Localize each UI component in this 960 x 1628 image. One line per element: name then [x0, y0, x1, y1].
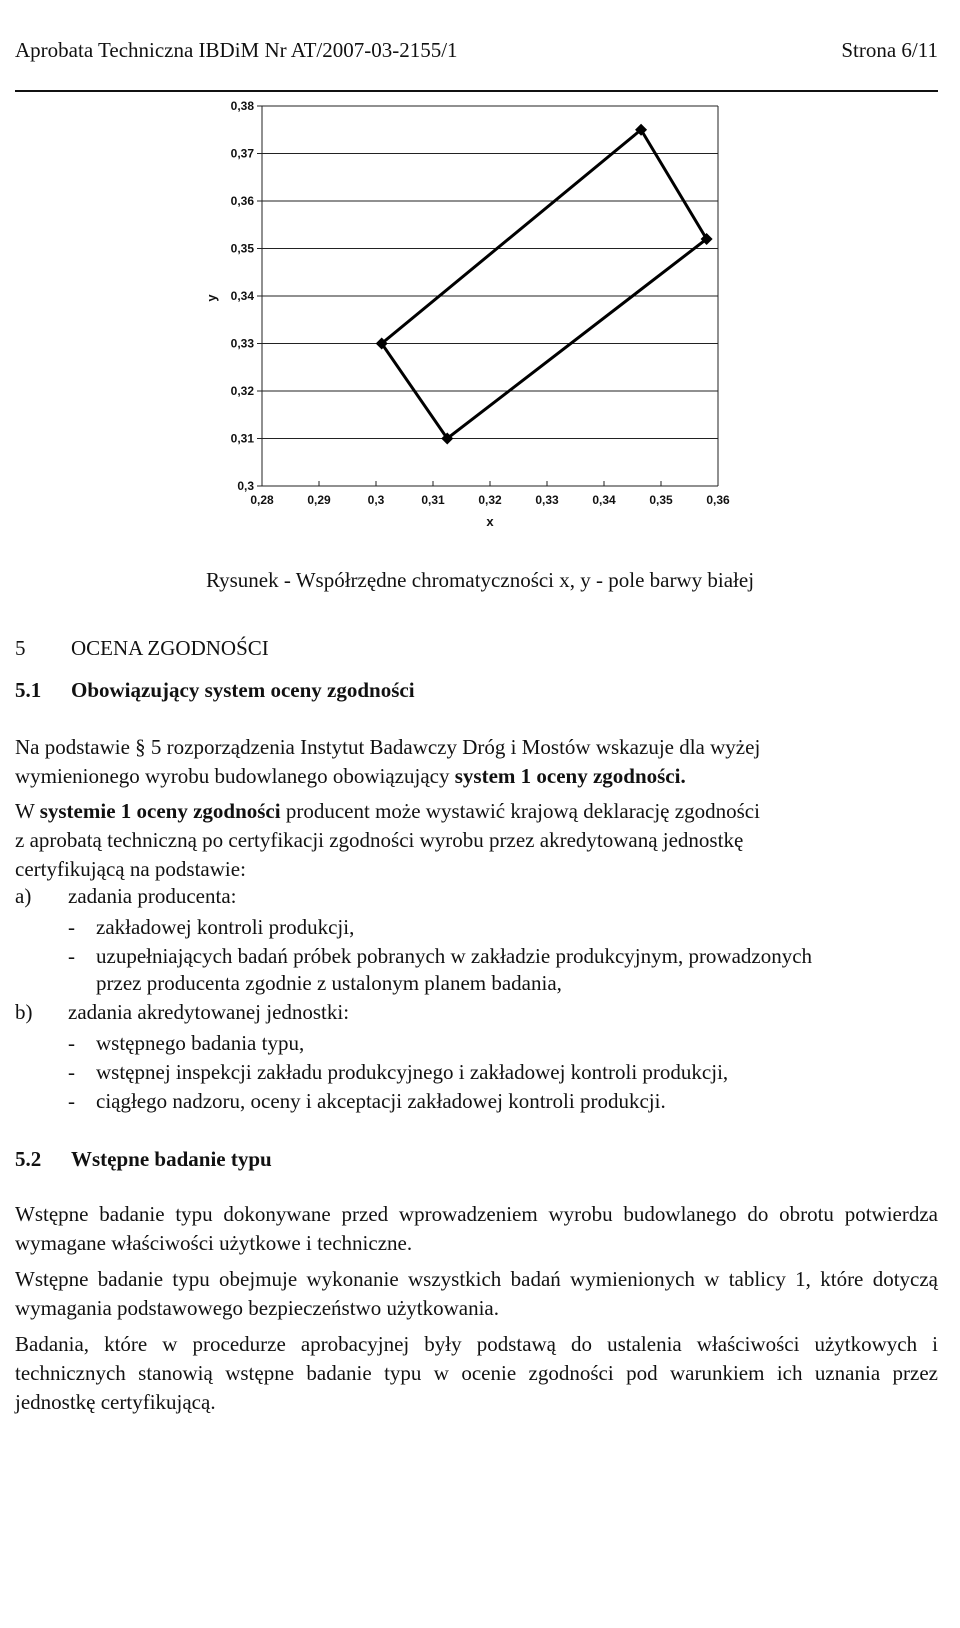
- paragraph-2-line-3: certyfikującą na podstawie:: [15, 857, 246, 881]
- section-5-1-heading: [15, 678, 415, 703]
- x-tick-label: 0,32: [478, 493, 502, 507]
- paragraph-4: Wstępne badanie typu obejmuje wykonanie wszystkich badań wymienionych w tablicy 1, które dotyczą wymagania podstawowego bezpieczeństwo użytkowania.: [15, 1267, 938, 1320]
- x-tick-label: 0,35: [649, 493, 673, 507]
- paragraph-1: [15, 733, 938, 791]
- section-5-number: 5: [15, 636, 26, 660]
- list-b-item-3: [68, 1087, 938, 1116]
- paragraph-2-line-1: [15, 797, 938, 826]
- list-b-item-1-text: wstępnego badania typu,: [96, 1031, 305, 1055]
- x-tick-label: 0,31: [421, 493, 445, 507]
- section-5-2-heading: [15, 1147, 272, 1172]
- list-b-item-1: [68, 1029, 938, 1058]
- x-tick-label: 0,34: [592, 493, 616, 507]
- y-tick-label: 0,34: [230, 289, 254, 303]
- y-tick-label: 0,33: [230, 336, 254, 351]
- y-tick-label: 0,36: [230, 194, 254, 208]
- section-5-title: OCENA ZGODNOŚCI: [71, 636, 269, 660]
- section-5-2-title: Wstępne badanie typu: [71, 1147, 272, 1171]
- paragraph-1-line-2: [15, 762, 938, 791]
- section-5-1-number: 5.1: [15, 678, 42, 702]
- list-a-text: zadania producenta:: [68, 884, 237, 908]
- chromaticity-chart: [200, 96, 760, 556]
- list-b-text: zadania akredytowanej jednostki:: [68, 1000, 350, 1024]
- list-a-label: a): [15, 884, 32, 908]
- list-b-label: b): [15, 1000, 33, 1024]
- x-tick-label: 0,3: [367, 493, 385, 507]
- x-tick-label: 0,36: [706, 493, 730, 507]
- paragraph-2-lead: W: [15, 799, 40, 823]
- paragraph-2: [15, 797, 938, 884]
- y-tick-label: 0,31: [230, 431, 254, 446]
- paragraph-1-line-1: Na podstawie § 5 rozporządzenia Instytut Badawczy Dróg i Mostów wskazuje dla wyżej: [15, 735, 761, 759]
- list-a-item-2-text: uzupełniających badań próbek pobranych w zakładzie produkcyjnym, prowadzonych: [96, 944, 813, 968]
- section-5-1-title: Obowiązujący system oceny zgodności: [71, 678, 415, 702]
- series-outline: [382, 130, 707, 439]
- dash-bullet: -: [68, 1031, 75, 1055]
- list-a-item-2: [68, 942, 938, 971]
- x-tick-label: 0,29: [307, 493, 331, 507]
- list-b-item-3-text: ciągłego nadzoru, oceny i akceptacji zakładowej kontroli produkcji.: [96, 1089, 666, 1113]
- y-tick-label: 0,35: [230, 241, 254, 256]
- paragraph-1-bold: system 1 oceny zgodności.: [454, 764, 686, 788]
- paragraph-2-line-2: z aprobatą techniczną po certyfikacji zgodności wyrobu przez akredytowaną jednostkę: [15, 828, 744, 852]
- header-page-number: Strona 6/11: [841, 38, 938, 62]
- chart-svg: [200, 96, 760, 556]
- header-divider: [15, 90, 938, 92]
- list-a-item-1-text: zakładowej kontroli produkcji,: [96, 915, 355, 939]
- y-tick-label: 0,37: [230, 146, 254, 161]
- header-title: Aprobata Techniczna IBDiM Nr AT/2007-03-2155/1: [15, 38, 458, 62]
- x-axis-label: x: [486, 514, 494, 529]
- y-tick-label: 0,3: [237, 479, 254, 493]
- dash-bullet: -: [68, 915, 75, 939]
- dash-bullet: -: [68, 1060, 75, 1084]
- y-axis-label: y: [204, 294, 219, 302]
- page-header: [15, 38, 938, 63]
- x-tick-label: 0,33: [535, 493, 559, 507]
- section-5-heading: [15, 636, 269, 661]
- list-a-item-2-continuation: przez producenta zgodnie z ustalonym planem badania,: [96, 971, 562, 995]
- list-b-item-2: [68, 1058, 938, 1087]
- paragraph-3: Wstępne badanie typu dokonywane przed wprowadzeniem wyrobu budowlanego do obrotu potwierdza wymagane właściwości użytkowe i techniczne.: [15, 1202, 938, 1255]
- paragraph-2-bold: systemie 1 oceny zgodności: [39, 799, 281, 823]
- paragraph-2-text: producent może wystawić krajową deklarację zgodności: [280, 799, 760, 823]
- paragraph-5: Badania, które w procedurze aprobacyjnej były podstawą do ustalenia właściwości użytkowych i technicznych stanowią wstępne badanie typu w ocenie zgodności pod warunkiem ich uznania przez jednostkę certyfikującą.: [15, 1332, 938, 1414]
- dash-bullet: -: [68, 944, 75, 968]
- y-tick-label: 0,38: [230, 99, 254, 113]
- dash-bullet: -: [68, 1089, 75, 1113]
- list-b-item-2-text: wstępnej inspekcji zakładu produkcyjnego i zakładowej kontroli produkcji,: [96, 1060, 729, 1084]
- x-tick-label: 0,28: [250, 493, 274, 507]
- y-tick-label: 0,32: [230, 384, 254, 398]
- figure-caption: Rysunek - Współrzędne chromatyczności x, y - pole barwy białej: [205, 568, 755, 592]
- paragraph-1-text: wymienionego wyrobu budowlanego obowiązujący: [15, 764, 455, 788]
- section-5-2-number: 5.2: [15, 1147, 42, 1171]
- list-a-item-1: [68, 913, 938, 942]
